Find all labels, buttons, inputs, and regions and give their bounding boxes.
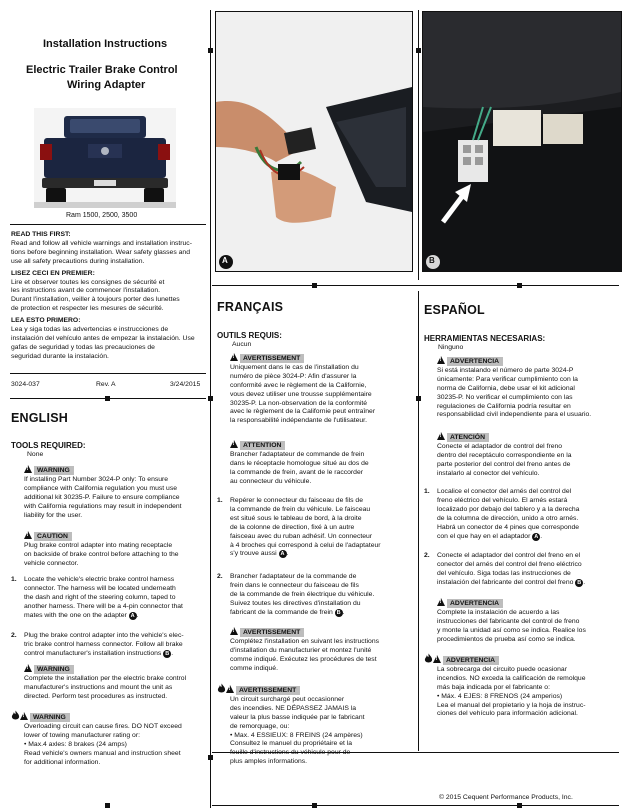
divider <box>10 224 206 225</box>
caution-line: instalarlo al conector del vehículo. <box>437 469 540 477</box>
warning-line: Complete la instalación de acuerdo a las <box>437 608 560 616</box>
warning-tag: AVERTISSEMENT <box>236 686 300 695</box>
step-line: est situé sous le tableau de bord, à la droite <box>230 514 362 522</box>
step-line: s'y trouve aussi <box>230 550 277 558</box>
warning-tag: ADVERTENCIA <box>447 599 503 608</box>
warning-line: compliance with California regulation you must use <box>24 484 178 492</box>
warning-line: La sobrecarga del circuito puede ocasionar <box>437 665 567 673</box>
warning-icon <box>437 356 445 364</box>
caution-line: Conecte el adaptador de control del freno <box>437 442 563 450</box>
spanish-step-2: 2. Conecte el adaptador del control del freno en el conector del arnés del control del freno eléctrico del vehículo. Siga todas las instrucciones de instalación del fabricante del control del freno B . <box>424 552 624 588</box>
step-line: Plug the brake control adapter into the vehicle's elec- <box>24 632 184 639</box>
registration-mark <box>312 803 317 808</box>
caution-line: Plug brake control adapter into mating receptacle <box>24 541 173 549</box>
english-caution <box>11 531 211 569</box>
warning-tag: ADVERTENCIA <box>443 656 499 665</box>
warning-line: más baja indicada por el fabricante o: <box>437 683 550 691</box>
caution-line: dentro del receptáculo correspondiente en la <box>437 451 572 459</box>
step-line: frein dans le connecteur du faisceau de fils <box>230 581 359 589</box>
figure-ref-b: B <box>163 650 171 658</box>
warning-line: conformité avec le règlement de la Californie, <box>230 381 367 389</box>
registration-mark <box>208 755 213 760</box>
registration-mark <box>105 803 110 808</box>
read-first-es-line: gafas de seguridad y todas las precauciones de <box>11 343 155 351</box>
read-first-fr-line: Lire et observer toutes les consignes de sécurité et <box>11 278 165 286</box>
registration-mark <box>517 803 522 808</box>
step-line: conector del arnés del control del freno eléctrico <box>437 560 582 568</box>
warning-icon <box>230 627 238 635</box>
read-first-en-head: READ THIS FIRST: <box>11 231 71 238</box>
photo-a <box>215 11 413 272</box>
warning-line: additional kit 30235-P. Failure to ensure compliance <box>24 493 180 501</box>
warning-icon <box>226 685 234 693</box>
caution-line: Brancher l'adaptateur de commande de frein <box>230 450 365 458</box>
spanish-step-1: 1. Localice el conector del arnés del control del freno eléctrico del vehículo. El arnés estará localizado por debajo del tablero y a la derecha de la columna de dirección, unido a otro arnés. Habrá un conector de 4 pines que corresponde con el que hay en el adaptador A . <box>424 488 624 541</box>
step-line: another harness. There will be a 4-pin connector that <box>24 602 183 610</box>
spanish-title: ESPAÑOL <box>424 303 485 317</box>
step-line: la commande de frein du véhicule. Le faisceau <box>230 505 371 513</box>
french-step-2: 2. Brancher l'adaptateur de la commande de frein dans le connecteur du faisceau de fils de la commande de frein électrique du véhicule. Suivez toutes les directives d'installation du fabricant de la commande de frein B . <box>217 573 417 618</box>
step-number: 1. <box>11 576 17 583</box>
spanish-warning-2 <box>424 598 624 645</box>
step-line: Brancher l'adaptateur de la commande de <box>230 573 357 580</box>
step-line: de la colonne de direction, fixé à un autre <box>230 523 355 531</box>
warning-line: directed. Perform test procedures as instructed. <box>24 692 168 700</box>
divider <box>212 805 619 806</box>
step-number: 2. <box>217 573 223 580</box>
warning-line: liability for the user. <box>24 511 83 519</box>
step-line: the dash and right of the steering column, taped to <box>24 593 176 601</box>
warning-icon <box>20 712 28 720</box>
caution-icon <box>437 432 445 440</box>
warning-line: Un circuit surchargé peut occasionner <box>230 695 345 703</box>
warning-line: Overloading circuit can cause fires. DO NOT exceed <box>24 722 182 730</box>
warning-line: avec le règlement de la Californie peut entraîner <box>230 408 376 416</box>
warning-line: manufacturer's instructions and mount the unit as <box>24 683 173 691</box>
column-divider <box>418 291 419 751</box>
warning-line: lower of towing manufacturer rating or: <box>24 731 140 739</box>
warning-line: comme indiqué. <box>230 664 278 672</box>
registration-mark <box>312 283 317 288</box>
warning-line: vous devez utiliser une trousse supplémentaire <box>230 390 372 398</box>
read-first-fr-line: les instructions avant de commencer l'installation. <box>11 287 161 295</box>
step-line: Suivez toutes les directives d'installation du <box>230 599 361 607</box>
warning-line: Consultez le manuel du propriétaire et la <box>230 740 353 748</box>
warning-line: numéro de pièce 3024-P: Afin d'assurer la <box>230 372 357 380</box>
warning-line: • Max. 4 ESSIEUX: 8 FREINS (24 ampères) <box>230 731 363 739</box>
english-title: ENGLISH <box>11 411 68 425</box>
fire-icon <box>424 653 433 663</box>
caution-icon <box>230 440 238 448</box>
warning-line: 30235-P. No verificar el cumplimiento con las <box>437 393 573 401</box>
french-title: FRANÇAIS <box>217 300 284 314</box>
french-tools-head: OUTILS REQUIS: <box>217 331 282 340</box>
column-divider <box>210 10 211 808</box>
registration-mark <box>105 396 110 401</box>
step-number: 2. <box>424 552 430 559</box>
figure-ref-b: B <box>575 579 583 587</box>
warning-line: Read vehicle's owners manual and instruction sheet <box>24 749 181 757</box>
doc-part-number: 3024-037 <box>11 381 40 388</box>
doc-date: 3/24/2015 <box>170 381 201 388</box>
photo-b <box>422 11 622 272</box>
warning-line: procedimientos de prueba así como se indica. <box>437 635 576 643</box>
warning-line: la responsabilité indépendante de l'utilisateur. <box>230 417 367 425</box>
warning-line: norma de California, debe usar el kit adicional <box>437 384 575 392</box>
warning-icon <box>230 353 238 361</box>
step-line: à 4 broches qui correspond à celui de l'adaptateur <box>230 541 381 549</box>
caution-tag: CAUTION <box>34 532 72 541</box>
read-first-fr-line: de protection et respecter les mesures de sécurité. <box>11 305 164 313</box>
step-number: 2. <box>11 632 17 639</box>
truck-image <box>34 108 176 208</box>
warning-line: únicamente: Para verificar cumplimiento con la <box>437 375 578 383</box>
read-first-fr-head: LISEZ CECI EN PREMIER: <box>11 269 95 277</box>
warning-line: instrucciones del fabricante del control de freno <box>437 617 580 625</box>
step-line: Localice el conector del arnés del control del <box>437 488 572 495</box>
warning-tag: WARNING <box>34 466 74 475</box>
warning-tag: AVERTISSEMENT <box>240 354 304 363</box>
warning-line: Si está instalando el número de parte 3024-P <box>437 366 574 374</box>
caution-line: on backside of brake control before attaching to the <box>24 550 179 558</box>
french-tools-value: Aucun <box>232 341 252 348</box>
read-first-en-line: tions before beginning installation. Wear safety glasses and <box>11 248 190 256</box>
page-title: Installation Instructions <box>43 38 168 50</box>
divider <box>212 285 619 286</box>
english-step-2: 2. Plug the brake control adapter into the vehicle's elec- tric brake control harness connector. Follow all brake control manufacturer's installation instructions B . <box>11 632 211 659</box>
warning-line: d'installation du manufacturier et montez l'unité <box>230 646 372 654</box>
warning-line: regulaciones de California podría resultar en <box>437 402 571 410</box>
divider <box>10 373 206 374</box>
step-line: Conecte el adaptador del control del freno en el <box>437 552 581 559</box>
photo-a-image <box>216 12 412 271</box>
warning-line: de remorquage, ou: <box>230 722 290 730</box>
step-line: Repérer le connecteur du faisceau de fils de <box>230 497 363 504</box>
caution-icon <box>24 531 32 539</box>
warning-line: with California regulations may result in independent <box>24 502 182 510</box>
registration-mark <box>517 283 522 288</box>
figure-ref-b: B <box>335 609 343 617</box>
warning-line: • Max.4 axles: 8 brakes (24 amps) <box>24 740 127 748</box>
figure-ref-a: A <box>279 550 287 558</box>
warning-tag: AVERTISSEMENT <box>240 628 304 637</box>
figure-ref-a: A <box>129 612 137 620</box>
warning-icon <box>437 598 445 606</box>
warning-line: 30235-P. La non-observation de la conformité <box>230 399 368 407</box>
step-line: faisceau avec du ruban adhésif. Un connecteur <box>230 532 373 540</box>
warning-tag: WARNING <box>30 713 70 722</box>
read-first-fr-line: Durant l'installation, veiller à toujours porter des lunettes <box>11 296 180 304</box>
warning-line: responsabilidad civil independiente para el usuario. <box>437 411 592 419</box>
english-warning-3 <box>11 710 211 767</box>
french-step-1: 1. Repérer le connecteur du faisceau de fils de la commande de frein du véhicule. Le faisceau est situé sous le tableau de bord, à la droite de la colonne de direction, fixé à un autre faisceau avec du ruban adhésif. Un connecteur à 4 broches qui correspond à celui de l'adaptateur s'y trouve aussi A . <box>217 497 417 559</box>
step-line: con el que hay en el adaptador <box>437 532 531 540</box>
fire-icon <box>217 683 226 693</box>
caution-tag: ATENCIÓN <box>447 433 489 442</box>
warning-line: plus amples informations. <box>230 758 308 766</box>
warning-icon <box>24 465 32 473</box>
spanish-tools-value: Ninguno <box>438 344 464 351</box>
spanish-tools-head: HERRAMIENTAS NECESARIAS: <box>424 334 546 343</box>
step-number: 1. <box>217 497 223 504</box>
english-step-1: 1. Locate the vehicle's electric brake control harness connector. The harness will be located underneath the dash and right of the steering column, taped to another harness. There will be a 4-pin connector that mates with the one on the adapter A . <box>11 576 211 621</box>
read-first-es-line: seguridad durante la instalación. <box>11 352 109 360</box>
fire-icon <box>11 710 20 720</box>
step-line: de la columna de dirección, unido a otro arnés. <box>437 514 579 522</box>
warning-line: incendios. NO exceda la calificación de remolque <box>437 674 586 682</box>
caution-line: la commande de frein, avant de le raccorder <box>230 468 363 476</box>
warning-line: Complete the installation per the electric brake control <box>24 674 187 682</box>
spanish-warning-1 <box>424 356 624 420</box>
step-line: Locate the vehicle's electric brake control harness <box>24 576 175 583</box>
read-first-es-head: LEA ESTO PRIMERO: <box>11 317 81 325</box>
registration-mark <box>416 48 421 53</box>
warning-line: for additional information. <box>24 758 101 766</box>
warning-line: comme indiqué. Exécutez les procédures de test <box>230 655 377 663</box>
warning-line: feuille d'instructions du véhicule pour de <box>230 749 351 757</box>
caution-line: dans le réceptacle homologue situé au dos de <box>230 459 369 467</box>
warning-line: • Máx. 4 EJES: 8 FRENOS (24 amperios) <box>437 692 563 700</box>
warning-icon <box>433 655 441 663</box>
warning-line: ciones del vehículo para información adicional. <box>437 710 578 718</box>
english-tools-value: None <box>27 451 44 458</box>
read-first-es-line: Lea y siga todas las advertencias e instrucciones de <box>11 326 169 334</box>
caution-line: parte posterior del control del freno antes de <box>437 460 571 468</box>
warning-line: Complétez l'installation en suivant les instructions <box>230 637 380 645</box>
copyright: © 2015 Cequent Performance Products, Inc. <box>439 794 573 801</box>
read-first-en-line: use all safety precautions during installation. <box>11 257 145 265</box>
photo-b-image <box>423 12 621 271</box>
warning-line: Lea el manual del propietario y la hoja de instruc- <box>437 701 586 709</box>
step-line: freno eléctrico del vehículo. El arnés estará <box>437 496 568 504</box>
step-line: localizado por debajo del tablero y a la derecha <box>437 505 580 513</box>
caution-tag: ATTENTION <box>240 441 285 450</box>
step-line: control manufacturer's installation instructions <box>24 649 162 657</box>
step-line: tric brake control harness connector. Follow all brake <box>24 640 183 648</box>
photo-a-label: A <box>222 256 228 265</box>
warning-line: des incendies. NE DÉPASSEZ JAMAIS la <box>230 704 357 712</box>
warning-line: Uniquement dans le cas de l'installation du <box>230 363 359 371</box>
read-first-block <box>11 231 207 362</box>
english-warning-2 <box>11 664 211 702</box>
product-name-line2: Wiring Adapter <box>67 79 146 91</box>
english-warning-1 <box>11 465 211 520</box>
warning-line: y monte la unidad así como se indica. Realice los <box>437 626 586 634</box>
step-line: fabricant de la commande de frein <box>230 608 333 616</box>
vehicle-caption: Ram 1500, 2500, 3500 <box>66 212 138 219</box>
step-line: mates with the one on the adapter <box>24 611 127 619</box>
figure-ref-a: A <box>532 533 540 541</box>
warning-icon <box>24 664 32 672</box>
english-tools-head: TOOLS REQUIRED: <box>11 441 86 450</box>
step-line: Habrá un conector de 4 pines que corresponde <box>437 523 580 531</box>
spanish-warning-3 <box>424 653 624 719</box>
product-name-line1: Electric Trailer Brake Control <box>26 64 178 76</box>
step-line: instalación del fabricante del control del freno <box>437 578 574 586</box>
step-line: de la commande de frein électrique du véhicule. <box>230 590 375 598</box>
photo-b-label: B <box>429 256 435 265</box>
caution-line: vehicle connector. <box>24 559 79 567</box>
step-number: 1. <box>424 488 430 495</box>
doc-revision: Rev. A <box>96 381 116 388</box>
step-line: del vehículo. Siga todas las instrucciones de <box>437 569 571 577</box>
registration-mark <box>208 48 213 53</box>
read-first-es-line: instalación del vehículo antes de empezar la instalación. Use <box>11 334 195 342</box>
french-caution <box>217 440 417 487</box>
warning-tag: WARNING <box>34 665 74 674</box>
french-warning-2 <box>217 627 417 674</box>
registration-mark <box>208 396 213 401</box>
warning-line: If installing Part Number 3024-P only: To ensure <box>24 475 169 483</box>
caution-line: au connecteur du véhicule. <box>230 477 312 485</box>
spanish-caution <box>424 432 624 479</box>
warning-line: valeur la plus basse indiquée par le fabricant <box>230 713 365 721</box>
french-warning-3 <box>217 683 417 767</box>
step-line: connector. The harness will be located underneath <box>24 584 176 592</box>
french-warning-1 <box>217 353 417 426</box>
warning-tag: ADVERTENCIA <box>447 357 503 366</box>
read-first-en-line: Read and follow all vehicle warnings and installation instruc- <box>11 239 192 247</box>
